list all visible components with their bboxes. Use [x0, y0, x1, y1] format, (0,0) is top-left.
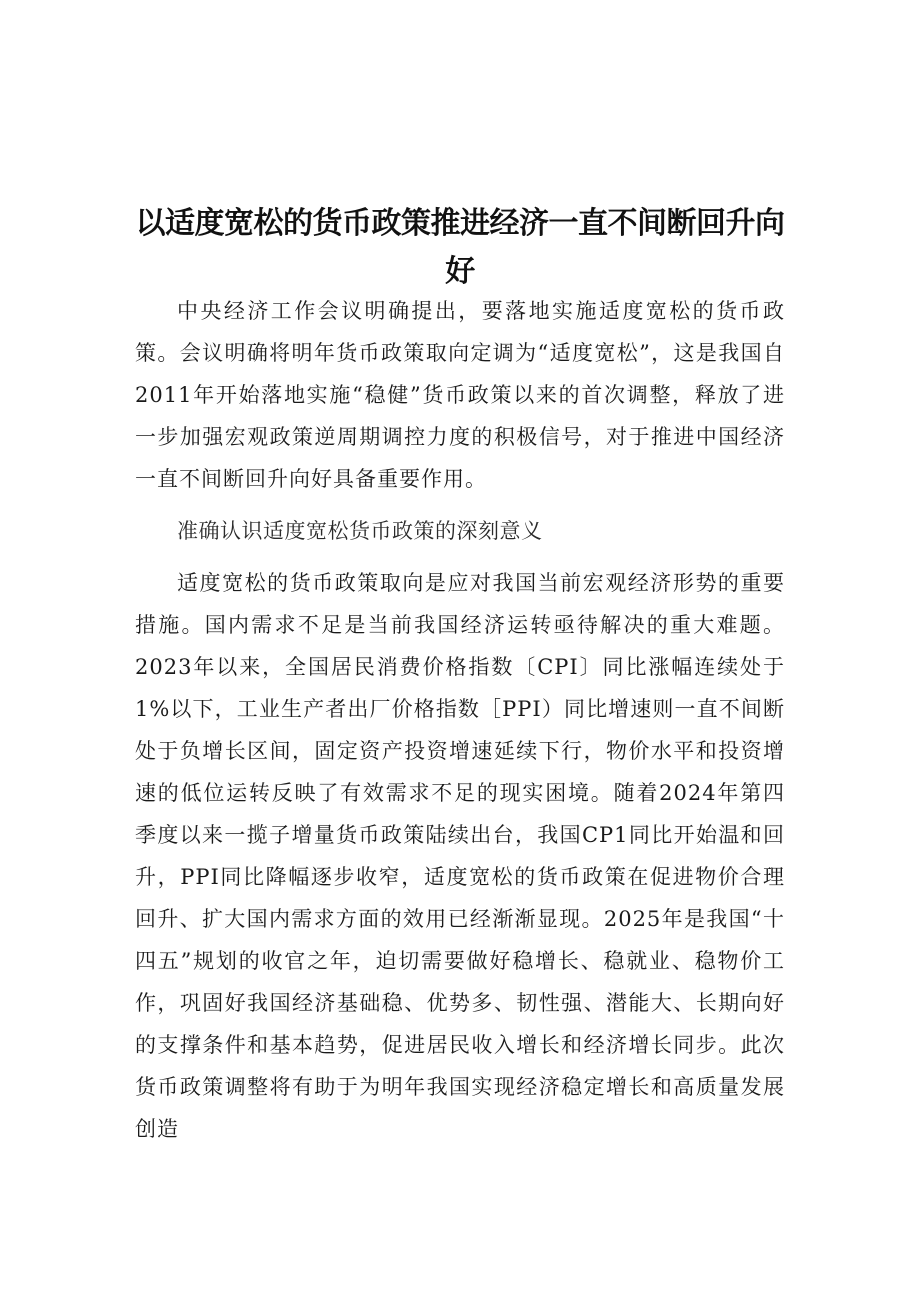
paragraph-intro: 中央经济工作会议明确提出，要落地实施适度宽松的货币政策。会议明确将明年货币政策取向定调为“适度宽松”，这是我国自2011年开始落地实施“稳健”货币政策以来的首次调整，释放了进一步加强宏观政策逆周期调控力度的积极信号，对于推进中国经济一直不间断回升向好具备重要作用。: [135, 299, 785, 491]
document-title: 以适度宽松的货币政策推进经济一直不间断回升向好: [135, 206, 785, 289]
section-heading: 准确认识适度宽松货币政策的深刻意义: [177, 519, 543, 543]
document-body: [135, 290, 785, 1150]
paragraph-significance: 适度宽松的货币政策取向是应对我国当前宏观经济形势的重要措施。国内需求不足是当前我国经济运转亟待解决的重大难题。2023年以来，全国居民消费价格指数〔CPI〕同比涨幅连续处于1%以下，工业生产者出厂价格指数［PPI）同比增速则一直不间断处于负增长区间，固定资产投资增速延续下行，物价水平和投资增速的低位运转反映了有效需求不足的现实困境。随着2024年第四季度以来一揽子增量货币政策陆续出台，我国CP1同比开始温和回升，PPI同比降幅逐步收窄，适度宽松的货币政策在促进物价合理回升、扩大国内需求方面的效用已经渐渐显现。2025年是我国“十四五”规划的收官之年，迫切需要做好稳增长、稳就业、稳物价工作，巩固好我国经济基础稳、优势多、韧性强、潜能大、长期向好的支撑条件和基本趋势，促进居民收入增长和经济增长同步。此次货币政策调整将有助于为明年我国实现经济稳定增长和高质量发展创造: [135, 571, 785, 1141]
